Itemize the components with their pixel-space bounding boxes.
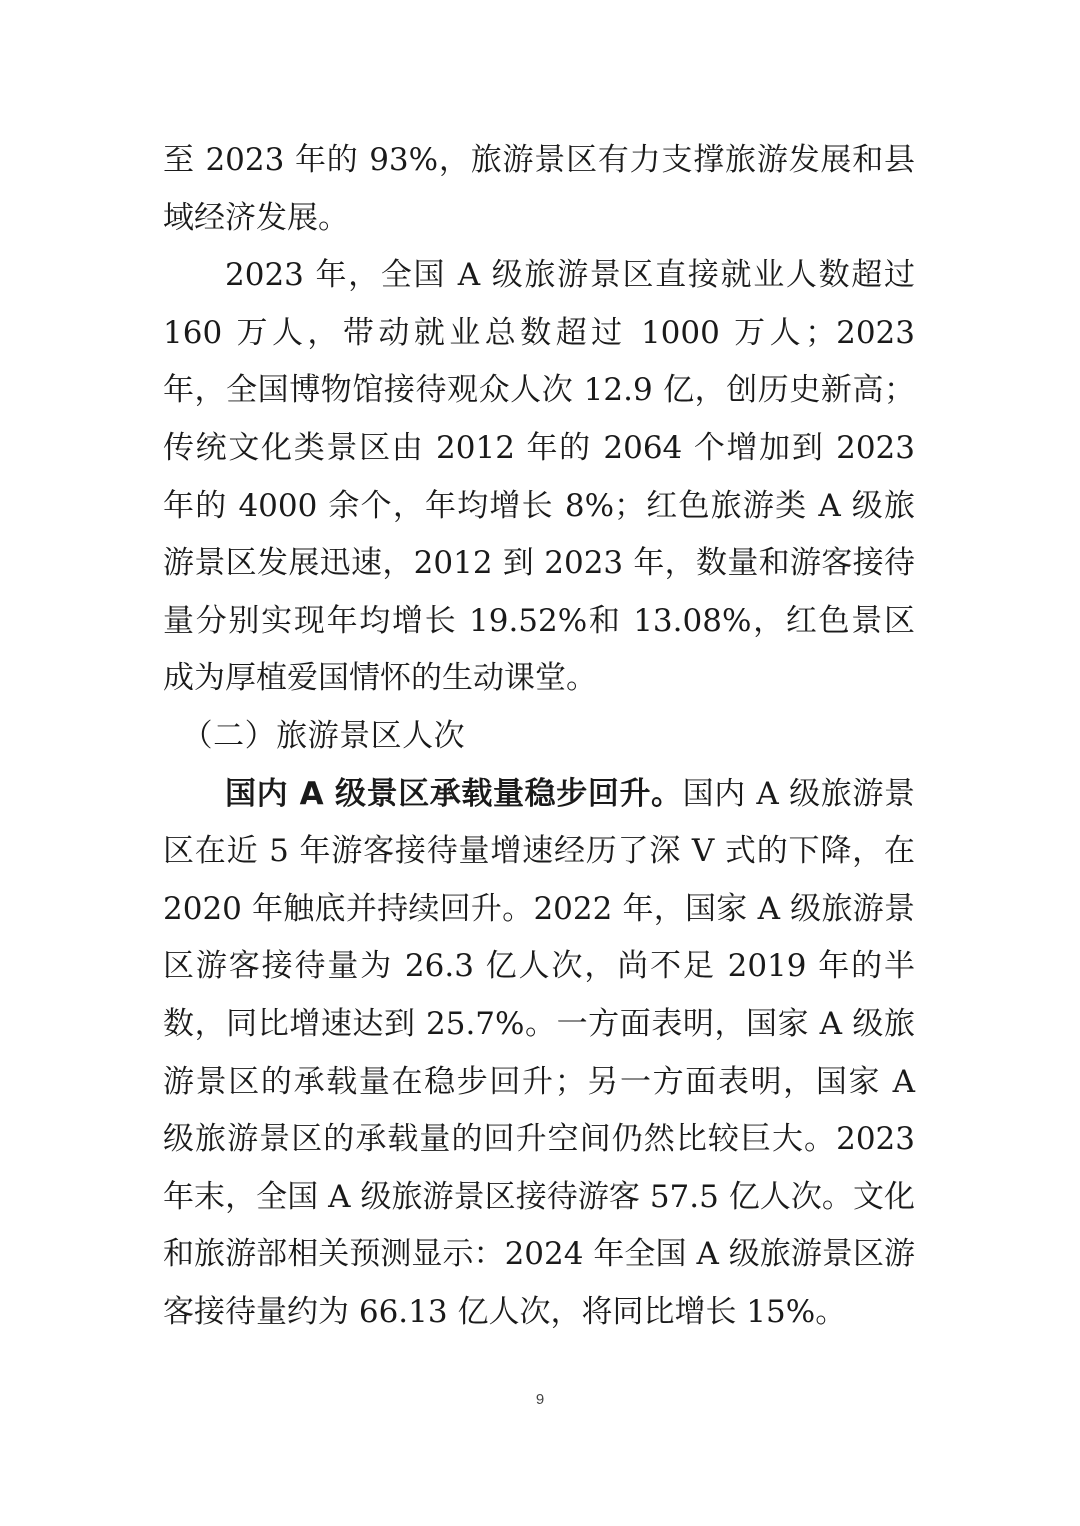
section-heading: （二）旅游景区人次	[181, 717, 466, 754]
body-text	[163, 132, 915, 1341]
paragraph-employment: 2023 年，全国 A 级旅游景区直接就业人数超过 160 万人，带动就业总数超过 1000 万人；2023 年，全国博物馆接待观众人次 12.9 亿，创历史新高；传统文化类景区由 2012 年的 2064 个增加到 2023 年的 4000 余个，年均增长 8%；红色旅游类 A 级旅游景区发展迅速，2012 到 2023 年，数量和游客接待量分别实现年均增长 19.52%和 13.08%，红色景区成为厚植爱国情怀的生动课堂。	[163, 257, 915, 697]
paragraph-visitors-body: 国内 A 级旅游景区在近 5 年游客接待量增速经历了深 V 式的下降，在 2020 年触底并持续回升。2022 年，国家 A 级旅游景区游客接待量为 26.3 亿人次，尚不足 2019 年的半数，同比增速达到 25.7%。一方面表明，国家 A 级旅游景区的承载量在稳步回升；另一方面表明，国家 A 级旅游景区的承载量的回升空间仍然比较巨大。2023 年末，全国 A 级旅游景区接待游客 57.5 亿人次。文化和旅游部相关预测显示：2024 年全国 A 级旅游景区游客接待量约为 66.13 亿人次，将同比增长 15%。	[163, 775, 915, 1330]
paragraph-visitors	[163, 766, 915, 1342]
page-number: 9	[535, 1391, 545, 1408]
paragraph-continuation: 至 2023 年的 93%，旅游景区有力支撑旅游发展和县域经济发展。	[163, 142, 915, 236]
paragraph-lead-sentence: 国内 A 级景区承载量稳步回升。	[225, 775, 683, 812]
